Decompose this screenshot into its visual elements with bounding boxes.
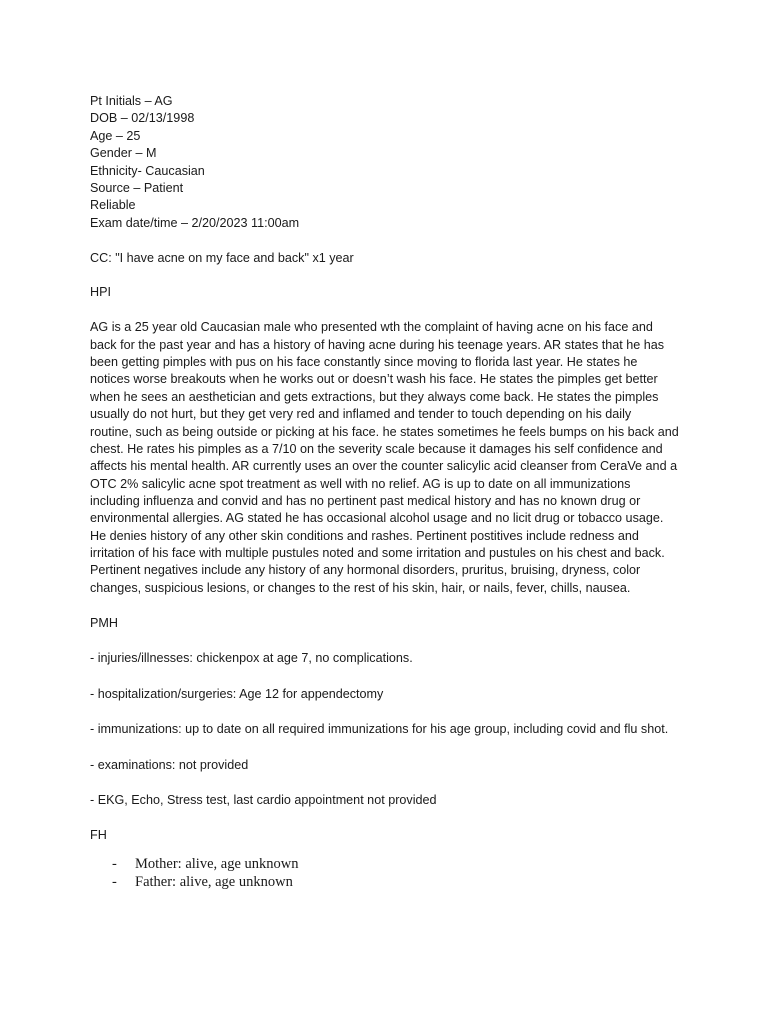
hpi-line: notices worse breakouts when he works out or doesn’t wash his face. He states the pimples get better — [90, 372, 658, 387]
hpi-line: affects his mental health. AR currently uses an over the counter salicylic acid cleanser from CeraVe and a — [90, 459, 678, 474]
pmh-surgeries: - hospitalization/surgeries: Age 12 for appendectomy — [90, 686, 384, 701]
hpi-line: Pertinent negatives include any history of any hormonal disorders, pruritus, bruising, dryness, color — [90, 563, 641, 578]
pmh-injuries: - injuries/illnesses: chickenpox at age 7, no complications. — [90, 651, 413, 666]
pmh-cardio: - EKG, Echo, Stress test, last cardio appointment not provided — [90, 792, 437, 807]
list-item — [90, 855, 690, 873]
patient-dob: DOB – 02/13/1998 — [90, 111, 195, 126]
list-bullet: - — [112, 855, 117, 872]
hpi-line: OTC 2% salicylic acne spot treatment as well with no relief. AG is up to date on all immunizations — [90, 476, 631, 491]
hpi-line: He denies history of any other skin conditions and rashes. Pertinent postitives include redness and — [90, 528, 639, 543]
hpi-line: routine, such as being outside or picking at his face. he states sometimes he feels bumps on his back and — [90, 424, 679, 439]
hpi-line: irritation of his face with multiple pustules noted and some irritation and pustules on his chest and back. — [90, 545, 665, 560]
hpi-line: AG is a 25 year old Caucasian male who presented wth the complaint of having acne on his face and — [90, 320, 653, 335]
hpi-line: environmental allergies. AG stated he has occasional alcohol usage and no licit drug or tobacco usage. — [90, 511, 664, 526]
exam-datetime: Exam date/time – 2/20/2023 11:00am — [90, 215, 300, 230]
hpi-paragraph — [90, 319, 690, 597]
hpi-line: chest. He rates his pimples as a 7/10 on the severity scale because it damages his self confidence and — [90, 441, 663, 456]
document-page — [90, 93, 690, 891]
patient-age: Age – 25 — [90, 128, 141, 143]
pmh-heading: PMH — [90, 615, 118, 630]
family-history-list — [90, 855, 690, 891]
list-item — [90, 873, 690, 891]
pmh-immunizations: - immunizations: up to date on all required immunizations for his age group, including covid and flu shot. — [90, 722, 669, 737]
hpi-heading: HPI — [90, 285, 111, 300]
patient-ethnicity: Ethnicity- Caucasian — [90, 163, 205, 178]
hpi-line: when he sees an aesthetician and gets extractions, but they always come back. He states the pimples — [90, 389, 659, 404]
reliability: Reliable — [90, 198, 136, 213]
hpi-line: changes, suspicious lesions, or changes to the rest of his skin, hair, or nails, fever, chills, nausea. — [90, 580, 631, 595]
patient-header — [90, 93, 690, 232]
hpi-line: including influenza and convid and has no pertinent past medical history and has no known drug or — [90, 493, 641, 508]
hpi-line: usually do not hurt, but they get very red and inflamed and tender to touch depending on his daily — [90, 407, 632, 422]
list-bullet: - — [112, 873, 117, 890]
chief-complaint: CC: "I have acne on my face and back" x1 year — [90, 250, 354, 265]
patient-initials: Pt Initials – AG — [90, 94, 173, 108]
history-source: Source – Patient — [90, 181, 184, 196]
hpi-line: been getting pimples with pus on his face constantly since moving to florida last year. He states he — [90, 355, 638, 370]
patient-gender: Gender – M — [90, 146, 157, 161]
fh-mother: Mother: alive, age unknown — [135, 855, 299, 872]
fh-heading: FH — [90, 828, 107, 843]
hpi-line: back for the past year and has a history of having acne during his teenage years. AR states that he has — [90, 337, 665, 352]
pmh-examinations: - examinations: not provided — [90, 757, 249, 772]
fh-father: Father: alive, age unknown — [135, 873, 293, 890]
